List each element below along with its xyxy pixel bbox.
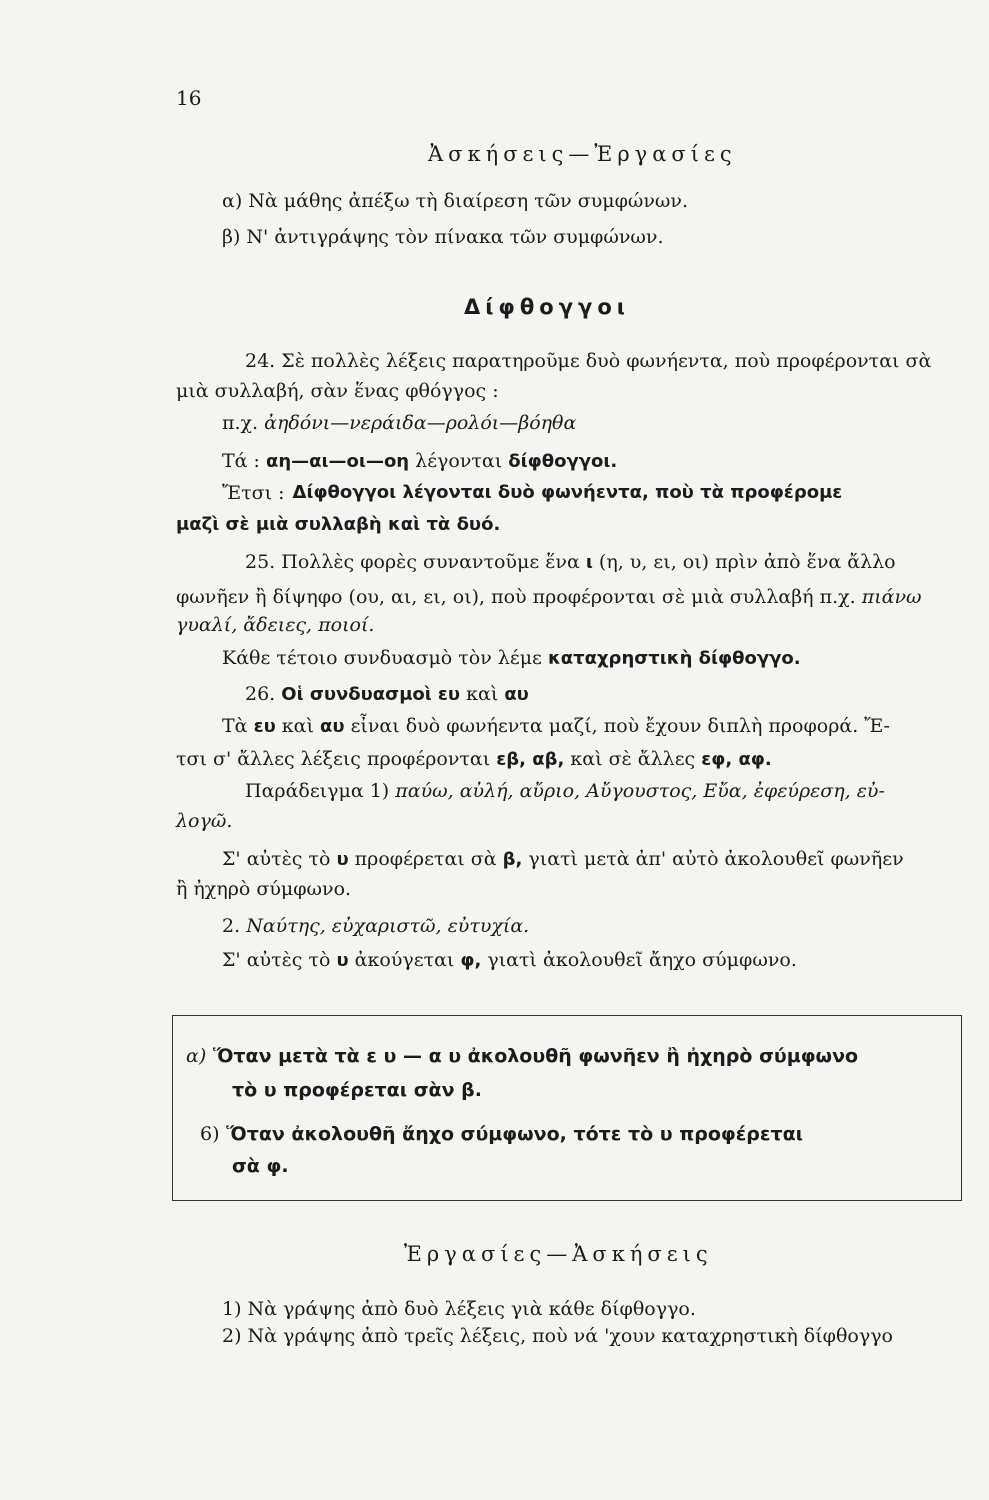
rule-b-line: σὰ φ. xyxy=(232,1155,289,1177)
page-number: 16 xyxy=(176,86,202,110)
definition-bold-line: Ἔτσι : Δίφθογγοι λέγονται δυὸ φωνήεντα, ποὺ τὰ προφέρομε xyxy=(222,482,843,504)
paragraph-24-line: 24. Σὲ πολλὲς λέξεις παρατηροῦμε δυὸ φωνήεντα, ποὺ προφέρονται σὰ xyxy=(245,350,932,372)
example-line: Παράδειγμα 1) παύω, αὐλή, αὔριο, Αὔγουστος, Εὔα, ἐφεύρεση, εὐ- xyxy=(245,780,885,802)
explanation-line: Σ' αὐτὲς τὸ υ ἀκούγεται φ, γιατὶ ἀκολουθεῖ ἄηχο σύμφωνο. xyxy=(222,949,797,971)
exercise-item: 1) Νὰ γράψης ἀπὸ δυὸ λέξεις γιὰ κάθε δίφθογγο. xyxy=(222,1298,696,1320)
exercises-heading: Ἀσκήσεις—Ἐργασίες xyxy=(428,142,737,166)
paragraph-25-line: γυαλί, ἄδειες, ποιοί. xyxy=(176,614,375,636)
paragraph-number: 26. xyxy=(245,683,276,705)
paragraph-24-line: μιὰ συλλαβή, σὰν ἕνας φθόγγος : xyxy=(176,380,499,402)
paragraph-number: 24. xyxy=(245,350,276,372)
rules-box xyxy=(172,1015,962,1201)
example-line: 2. Ναύτης, εὐχαριστῶ, εὐτυχία. xyxy=(222,915,530,937)
exercise-item: 2) Νὰ γράψης ἀπὸ τρεῖς λέξεις, ποὺ νά 'χουν καταχρηστικὴ δίφθογγο xyxy=(222,1325,893,1347)
paragraph-number: 25. xyxy=(245,551,276,573)
rule-a-line: τὸ υ προφέρεται σὰν β. xyxy=(232,1079,482,1101)
paragraph-25-line: 25. Πολλὲς φορὲς συναντοῦμε ἕνα ι (η, υ, ει, οι) πρὶν ἀπὸ ἕνα ἄλλο xyxy=(245,551,896,573)
paragraph-25-line: φωνῆεν ἢ δίψηφο (ου, αι, ει, οι), ποὺ προφέρονται σὲ μιὰ συλλαβή π.χ. πιάνω xyxy=(176,586,922,608)
exercise-item: β) Ν' ἀντιγράψης τὸν πίνακα τῶν συμφώνων. xyxy=(222,226,664,248)
paragraph-26-title: 26. Οἱ συνδυασμοὶ ευ καὶ αυ xyxy=(245,683,529,705)
example-line: π.χ. ἀηδόνι—νεράιδα—ρολόι—βόηθα xyxy=(222,412,577,434)
example-line: λογῶ. xyxy=(176,810,233,832)
rule-a-line: α) Ὅταν μετὰ τὰ ε υ — α υ ἀκολουθῆ φωνῆεν ἢ ἠχηρὸ σύμφωνο xyxy=(186,1045,859,1067)
explanation-line: ἢ ἠχηρὸ σύμφωνο. xyxy=(176,878,352,900)
rule-b-line: 6) Ὅταν ἀκολουθῆ ἄηχο σύμφωνο, τότε τὸ υ προφέρεται xyxy=(200,1123,804,1145)
paragraph-25-line: Κάθε τέτοιο συνδυασμὸ τὸν λέμε καταχρηστικὴ δίφθογγο. xyxy=(222,647,801,669)
exercise-item: α) Νὰ μάθης ἀπέξω τὴ διαίρεση τῶν συμφώνων. xyxy=(222,190,689,212)
paragraph-26-line: τσι σ' ἄλλες λέξεις προφέρονται εβ, αβ, καὶ σὲ ἄλλες εφ, αφ. xyxy=(176,748,772,770)
section-title: Δίφθογγοι xyxy=(464,295,630,319)
definition-bold-line: μαζὶ σὲ μιὰ συλλαβὴ καὶ τὰ δυό. xyxy=(176,514,501,535)
explanation-line: Σ' αὐτὲς τὸ υ προφέρεται σὰ β, γιατὶ μετὰ ἀπ' αὐτὸ ἀκολουθεῖ φωνῆεν xyxy=(222,848,904,870)
exercises-heading: Ἐργασίες—Ἀσκήσεις xyxy=(404,1242,713,1266)
paragraph-26-line: Τὰ ευ καὶ αυ εἶναι δυὸ φωνήεντα μαζί, ποὺ ἔχουν διπλὴ προφορά. Ἔ- xyxy=(222,715,890,737)
definition-line: Τά : αη—αι—οι—οη λέγονται δίφθογγοι. xyxy=(222,450,618,472)
